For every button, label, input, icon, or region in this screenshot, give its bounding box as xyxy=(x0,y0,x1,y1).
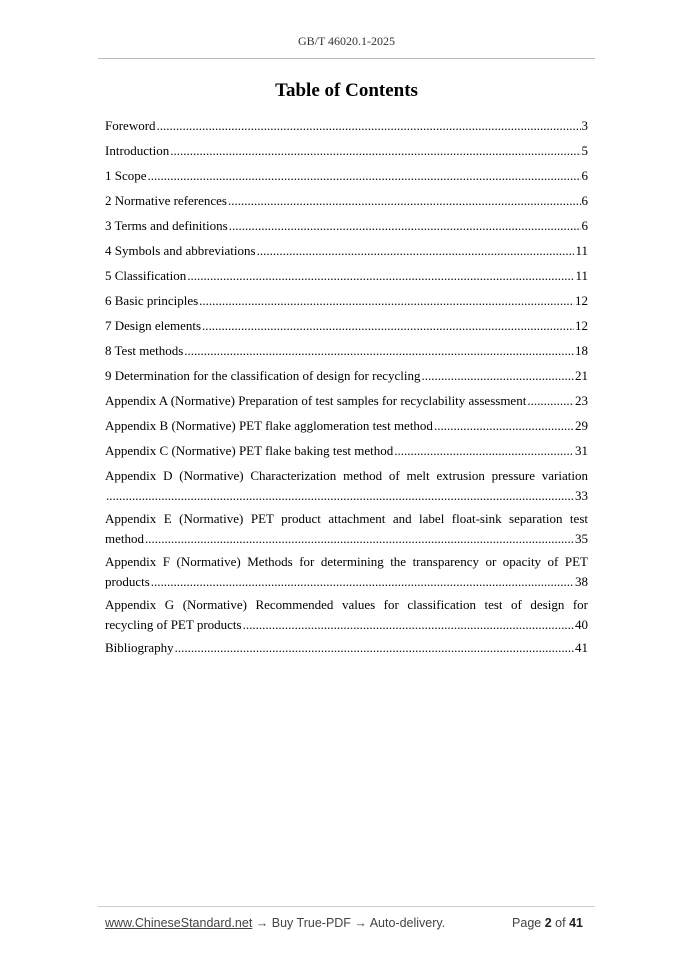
dot-leader xyxy=(243,615,574,635)
toc-entry-page: 6 xyxy=(581,168,588,183)
toc-entry-page: 23 xyxy=(575,393,588,408)
toc-entry-label: Appendix A (Normative) Preparation of test samples for recyclability assessment xyxy=(105,393,527,408)
toc-entry-label: 5 Classification xyxy=(105,268,187,283)
toc-entry-label: Introduction xyxy=(105,143,170,158)
toc-entry-page: 38 xyxy=(575,574,588,589)
toc-entry-bibliography[interactable] xyxy=(105,638,588,663)
dot-leader xyxy=(157,116,581,136)
footer-promo: → Buy True-PDF → Auto-delivery. xyxy=(252,916,446,930)
toc-entry[interactable] xyxy=(105,366,588,391)
toc-entry-label: 7 Design elements xyxy=(105,318,202,333)
dot-leader xyxy=(170,141,580,161)
dot-leader xyxy=(175,638,574,658)
dot-leader xyxy=(434,416,574,436)
toc-entry[interactable] xyxy=(105,391,588,416)
toc-entry-page: 12 xyxy=(575,293,588,308)
toc-entry-page: 11 xyxy=(575,268,588,283)
toc-entry-page: 6 xyxy=(581,218,588,233)
toc-entry-label: Bibliography xyxy=(105,640,174,655)
toc-entry-label: 4 Symbols and abbreviations xyxy=(105,243,256,258)
toc-entry-label: 6 Basic principles xyxy=(105,293,199,308)
toc-entry[interactable] xyxy=(105,416,588,441)
toc-entry[interactable] xyxy=(105,341,588,366)
toc-entry-label: 3 Terms and definitions xyxy=(105,218,228,233)
toc-entry-label-cont: recycling of PET products xyxy=(105,617,242,632)
toc-entry-page: 31 xyxy=(575,443,588,458)
footer-divider xyxy=(98,906,595,907)
site-link[interactable]: www.ChineseStandard.net xyxy=(105,916,253,930)
toc-entry-page: 6 xyxy=(581,193,588,208)
toc-entry-label: Appendix D (Normative) Characterization method of melt extrusion pressure variation xyxy=(105,468,588,483)
toc-entry[interactable] xyxy=(105,266,588,291)
page-total: 41 xyxy=(569,916,583,930)
page-indicator xyxy=(512,916,583,930)
page-title: Table of Contents xyxy=(275,80,418,101)
toc-entry[interactable] xyxy=(105,191,588,216)
toc-entry-appendix-d[interactable] xyxy=(105,466,588,509)
toc-entry-label: Appendix C (Normative) PET flake baking test method xyxy=(105,443,394,458)
toc-entry-appendix-g[interactable] xyxy=(105,595,588,638)
toc-entry-appendix-e[interactable] xyxy=(105,509,588,552)
page-footer xyxy=(105,916,588,930)
toc-entry-page: 33 xyxy=(575,488,588,503)
toc-entry-label: 8 Test methods xyxy=(105,343,184,358)
toc-entry[interactable] xyxy=(105,216,588,241)
dot-leader xyxy=(145,529,574,549)
toc-entry-label: Appendix B (Normative) PET flake agglomeration test method xyxy=(105,418,433,433)
toc-entry[interactable] xyxy=(105,441,588,466)
toc-entry-label: Foreword xyxy=(105,118,156,133)
dot-leader xyxy=(202,316,574,336)
toc-entry-page: 18 xyxy=(575,343,588,358)
toc-entry-label: Appendix E (Normative) PET product attachment and label float-sink separation test xyxy=(105,511,588,526)
toc-entry-page: 29 xyxy=(575,418,588,433)
toc-entry-page: 12 xyxy=(575,318,588,333)
dot-leader xyxy=(527,391,574,411)
toc-entry[interactable] xyxy=(105,291,588,316)
toc-entry-label: Appendix G (Normative) Recommended values for classification test of design for xyxy=(105,597,588,612)
header-divider xyxy=(98,58,595,59)
page-word: Page xyxy=(512,916,542,930)
dot-leader xyxy=(228,191,581,211)
toc-entry-page: 11 xyxy=(575,243,588,258)
toc-entry-page: 5 xyxy=(581,143,588,158)
dot-leader xyxy=(394,441,574,461)
dot-leader xyxy=(187,266,574,286)
dot-leader xyxy=(148,166,581,186)
toc-entry-page: 35 xyxy=(575,531,588,546)
dot-leader xyxy=(229,216,581,236)
toc-entry[interactable] xyxy=(105,241,588,266)
dot-leader xyxy=(106,486,574,506)
dot-leader xyxy=(184,341,574,361)
toc-entry-label-cont: method xyxy=(105,531,144,546)
dot-leader xyxy=(199,291,574,311)
toc-entry-page: 41 xyxy=(575,640,588,655)
toc-entry-label: 9 Determination for the classification of design for recycling xyxy=(105,368,421,383)
dot-leader xyxy=(257,241,575,261)
toc-entry[interactable] xyxy=(105,116,588,141)
toc-entry-label: 2 Normative references xyxy=(105,193,227,208)
toc-entry-page: 40 xyxy=(575,617,588,632)
table-of-contents xyxy=(105,116,588,663)
toc-entry-label-cont: products xyxy=(105,574,150,589)
page-current: 2 xyxy=(544,916,552,930)
toc-entry-appendix-f[interactable] xyxy=(105,552,588,595)
dot-leader xyxy=(422,366,574,386)
toc-entry[interactable] xyxy=(105,316,588,341)
toc-entry[interactable] xyxy=(105,166,588,191)
toc-entry-label: Appendix F (Normative) Methods for determining the transparency or opacity of PET xyxy=(105,554,588,569)
toc-entry[interactable] xyxy=(105,141,588,166)
toc-entry-page: 3 xyxy=(581,118,588,133)
page-of: of xyxy=(555,916,566,930)
toc-entry-page: 21 xyxy=(575,368,588,383)
toc-entry-label: 1 Scope xyxy=(105,168,147,183)
header-standard-code: GB/T 46020.1-2025 xyxy=(297,34,396,48)
dot-leader xyxy=(151,572,574,592)
